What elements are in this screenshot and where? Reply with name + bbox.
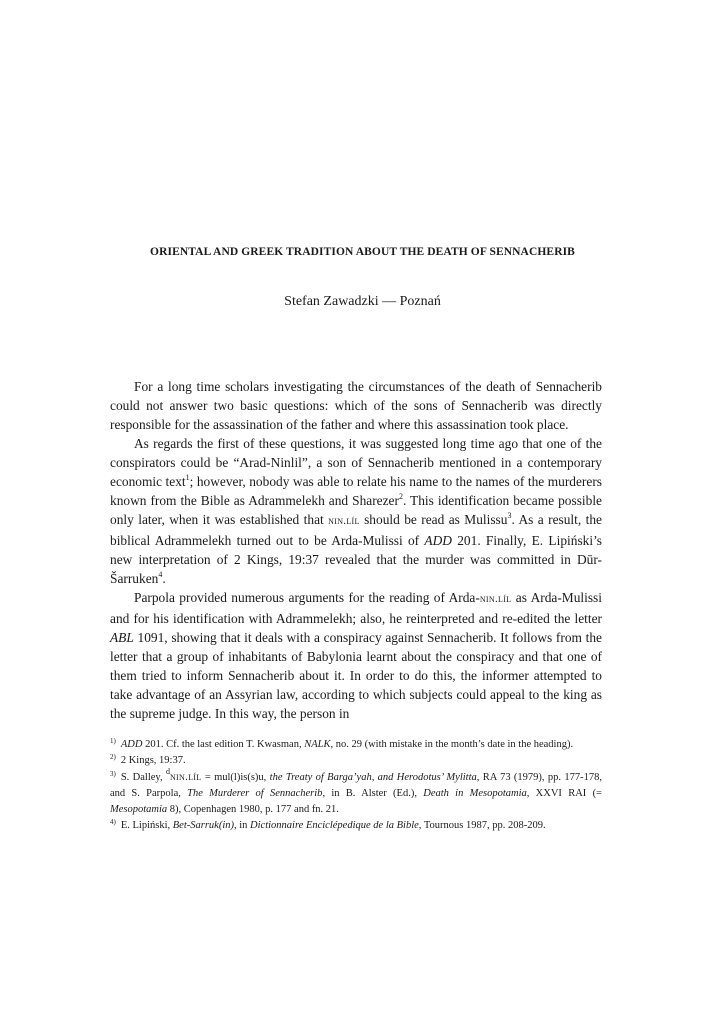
text-run: should be read as Mulissu (359, 512, 508, 527)
text-run: 201. Finally, E. Lipiński’s new interpretation of 2 Kings, 19:37 revealed that the murder was committed in Dūr-Šarruken (110, 533, 603, 586)
italic-term: Bet-Sarruk(in) (172, 820, 234, 831)
text-run: 8), Copenhagen 1980, p. 177 and fn. 21. (167, 804, 339, 815)
footnote-1 (110, 737, 602, 753)
text-run: , XXVI RAI (= (526, 788, 602, 799)
small-caps-term: nin.líl (328, 515, 360, 527)
small-caps-term: nin.líl (479, 593, 512, 605)
italic-term: Mesopotamia (110, 804, 168, 815)
text-run: = mul(l)is(s)u, (201, 772, 270, 783)
article-body (110, 377, 602, 723)
footnote-mark: 1) (110, 737, 116, 745)
italic-term: the Treaty of Barga’yah, and Herodotus’ Mylitta (269, 772, 477, 783)
italic-term: ABL (110, 630, 134, 645)
italic-term: ADD (120, 739, 143, 750)
footnote-mark: 4) (110, 818, 116, 826)
text-run: ; however, nobody was able to relate his name to the names of the murderers known from the Bible as Adrammelekh and Sharezer (110, 474, 602, 508)
small-caps-term: nin.líl (169, 771, 202, 783)
footnote-4 (110, 818, 602, 834)
footnote-mark: 3) (110, 770, 116, 778)
text-run: , in (234, 820, 251, 831)
text-run: , no. 29 (with mistake in the month’s date in the heading). (330, 739, 574, 750)
footnote-2 (110, 753, 602, 769)
article-title: ORIENTAL AND GREEK TRADITION ABOUT THE DEATH OF SENNACHERIB (150, 246, 575, 258)
italic-term: Death in Mesopotamia (423, 788, 527, 799)
text-run: Parpola provided numerous arguments for the reading of Arda- (134, 590, 480, 605)
footnote-ref-2: 2 (398, 492, 403, 501)
text-run: . This identification became possible only later, when it was established that (110, 493, 602, 527)
paragraph-1: For a long time scholars investigating the circumstances of the death of Sennacherib could not answer two basic questions: which of the sons of Sennacherib was directly responsible for the assassination of the father and where this assassination took place. (110, 379, 602, 432)
text-run: 201. Cf. the last edition T. Kwasman, (142, 739, 305, 750)
author-line: Stefan Zawadzki — Poznań (284, 294, 441, 309)
footnote-ref-1: 1 (185, 473, 190, 482)
text-run: . As a result, the biblical Adrammelekh turned out to be Arda-Mulissi of (110, 512, 602, 548)
text-run: . (162, 571, 166, 586)
footnotes (110, 737, 602, 834)
paragraph-2 (110, 434, 602, 588)
text-run: , in B. Alster (Ed.), (322, 788, 424, 799)
text-run: 2 Kings, 19:37. (120, 755, 186, 766)
italic-term: Dictionnaire Enciclépedique de la Bible (250, 820, 419, 831)
text-run: , Tournous 1987, pp. 208-209. (418, 820, 546, 831)
text-run: E. Lipiński, (120, 820, 173, 831)
text-run: S. Dalley, (120, 772, 166, 783)
italic-term: The Murderer of Sennacherib (187, 788, 323, 799)
footnote-3 (110, 769, 602, 818)
footnote-ref-3: 3 (507, 511, 512, 520)
italic-term: NALK (304, 739, 331, 750)
text-run: 1091, showing that it deals with a conspiracy against Sennacherib. It follows from the letter that a group of inhabitants of Babylonia learnt about the conspiracy and that one of them tried to inform Sennacherib about it. In order to do this, the informer attempted to take advantage of an Assyrian law, according to which subjects could appeal to the king as the supreme judge. In this way, the person in (110, 630, 602, 721)
italic-term: ADD (424, 533, 452, 548)
footnote-mark: 2) (110, 753, 116, 761)
determinative-sup: d (165, 767, 170, 776)
text-run: as Arda-Mulissi and for his identification with Adrammelekh; also, he reinterpreted and re-edited the letter (110, 590, 602, 626)
paragraph-3 (110, 588, 602, 723)
text-run: As regards the first of these questions, it was suggested long time ago that one of the conspirators could be “Arad-Ninlil”, a son of Sennacherib mentioned in a contemporary economic text (110, 436, 602, 489)
footnote-ref-4: 4 (158, 570, 163, 579)
text-run: , RA 73 (1979), pp. 177-178, and S. Parpola, (110, 772, 603, 799)
